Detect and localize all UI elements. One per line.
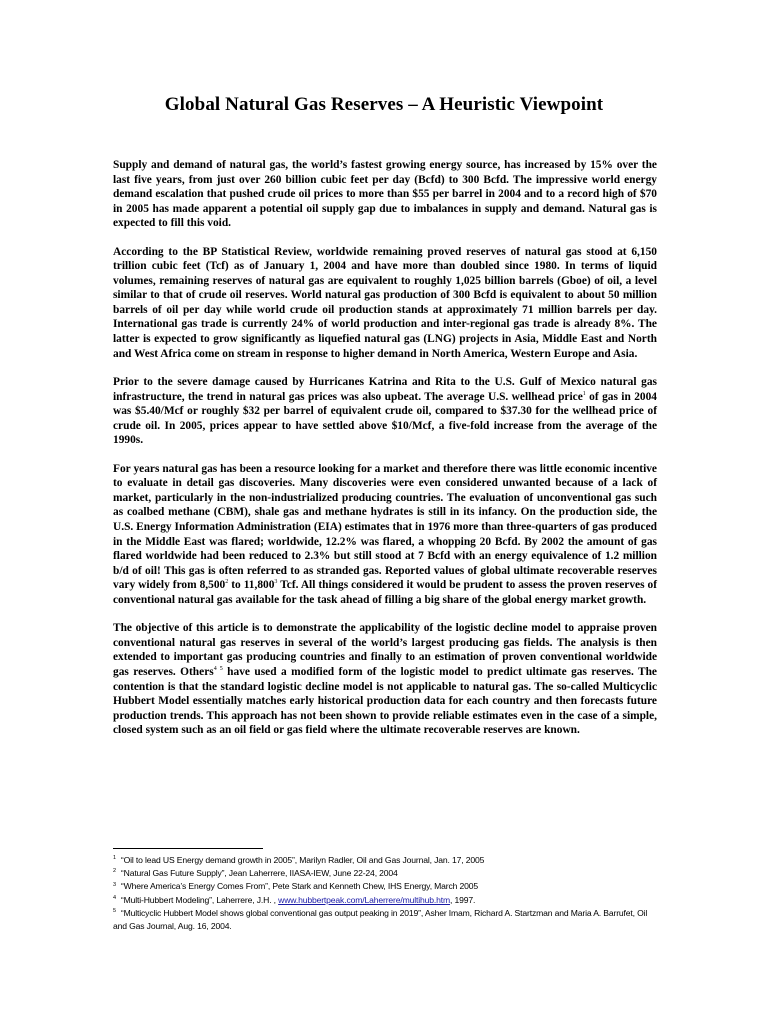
paragraph-1: Supply and demand of natural gas, the world’s fastest growing energy source, has increased by 15% over the last five years, from just over 260 billion cubic feet per day (Bcfd) to 300 Bcfd. The impressive world energy demand escalation that pushed crude oil prices to more than $55 per barrel in 2004 and to a record high of $70 in 2005 has made apparent a potential oil supply gap due to imbalances in supply and demand. Natural gas is expected to fill this void. [113, 159, 657, 230]
footnote-text-post: , 1997. [450, 894, 476, 905]
footnote-number: 5 [113, 907, 116, 914]
paragraph-2: According to the BP Statistical Review, worldwide remaining proved reserves of natural gas stood at 6,150 trillion cubic feet (Tcf) as of January 1, 2004 and have more than doubled since 1980. In terms of liquid volumes, remaining reserves of natural gas are equivalent to roughly 1,025 billion barrels (Gboe) of oil, a level similar to that of crude oil reserves. World natural gas production of 300 Bcfd is equivalent to about 50 million barrels of oil per day while world crude oil production stands at approximately 71 million barrels per day. International gas trade is currently 24% of world production and inter-regional gas trade is already 8%. The latter is expected to grow significantly as liquefied natural gas (LNG) projects in Asia, Middle East and North and West Africa come on stream in response to higher demand in North America, Western Europe and Asia. [113, 245, 657, 360]
paragraph-5-text-a: The objective of this article is to demonstrate the applicability of the logistic decline model to appraise proven conventional natural gas reserves in several of the world’s largest producing gas fields. The analysis is then extended to important gas producing countries and finally to an estimation of proven conventional worldwide gas reserves. Others [113, 622, 657, 678]
footnote-text: “Natural Gas Future Supply”, Jean Laherrere, IIASA-IEW, June 22-24, 2004 [120, 868, 398, 879]
page-title: Global Natural Gas Reserves – A Heuristic Viewpoint [164, 94, 604, 115]
footnote-ref-4-5: 4 5 [213, 666, 223, 673]
paragraph-3-text-a: Prior to the severe damage caused by Hurricanes Katrina and Rita to the U.S. Gulf of Mexico natural gas infrastructure, the trend in natural gas prices was also upbeat. The average U.S. wellhead price [113, 376, 657, 403]
footnote-4 [113, 894, 657, 907]
paragraph-3 [113, 375, 657, 448]
footnote-text: “Multicyclic Hubbert Model shows global conventional gas output peaking in 2019”, Asher Imam, Richard A. Startzman and Maria A. Barrufet, Oil and Gas Journal, Aug. 16, 2004. [113, 907, 648, 932]
footnotes [113, 854, 657, 933]
paragraph-4-text-b: to 11,800 [228, 579, 275, 592]
footnote-1 [113, 854, 657, 867]
footnote-3 [113, 880, 657, 893]
footnote-divider [113, 848, 263, 849]
footnote-text: “Oil to lead US Energy demand growth in 2005”, Marilyn Radler, Oil and Gas Journal, Jan. 17, 2005 [120, 855, 485, 865]
footnote-text: “Where America’s Energy Comes From”, Pete Stark and Kenneth Chew, IHS Energy, March 2005 [120, 881, 479, 892]
footnote-text-pre: “Multi-Hubbert Modeling”, Laherrere, J.H. , [120, 894, 279, 905]
paragraph-5 [113, 621, 657, 737]
paragraph-4 [113, 462, 657, 607]
footnote-ref-1: 1 [582, 390, 586, 397]
footnote-number: 3 [113, 881, 116, 888]
footnote-link[interactable]: www.hubbertpeak.com/Laherrere/multihub.htm [278, 894, 451, 905]
paragraph-5-text-b: have used a modified form of the logistic model to predict ultimate gas reserves. The contention is that the standard logistic decline model is not applicable to natural gas. The so-called Multicyclic Hubbert Model essentially matches early historical production data for each country and then forecasts future production trends. This approach has not been shown to provide reliable estimates even in the case of a simple, closed system such as an oil field or gas field where the ultimate recoverable reserves are known. [113, 665, 657, 737]
paragraph-3-text-b: of gas in 2004 was $5.40/Mcf or roughly $32 per barrel of equivalent crude oil, compared to $37.30 for the wellhead price of crude oil. In 2005, prices appear to have settled above $10/Mcf, a five-fold increase from the average of the 1990s. [113, 390, 657, 447]
footnote-number: 2 [113, 868, 116, 875]
article-body [113, 158, 657, 752]
footnote-ref-3: 3 [274, 579, 278, 586]
footnote-2 [113, 867, 657, 880]
paragraph-4-text-a: For years natural gas has been a resource looking for a market and therefore there was little economic incentive to evaluate in detail gas discoveries. Many discoveries were even considered unwanted because of a lack of market, particularly in the non-industrialized producing countries. The evaluation of unconventional gas such as coalbed methane (CBM), shale gas and methane hydrates is still in its infancy. On the production side, the U.S. Energy Information Administration (EIA) estimates that in 1976 more than three-quarters of gas produced in the Middle East was flared; worldwide, 12.2% was flared, a whopping 20 Bcfd. By 2002 the amount of gas flared worldwide had been reduced to 2.3% but still stood at 7 Bcfd with an energy equivalence of 1.2 million b/d of oil! This gas is often referred to as stranded gas. Reported values of global ultimate recoverable reserves vary widely from 8,500 [113, 462, 657, 592]
footnote-number: 4 [113, 894, 116, 901]
paragraph-4-text-c: Tcf. All things considered it would be prudent to assess the proven reserves of conventional natural gas available for the task ahead of filling a big share of the global energy market growth. [113, 579, 657, 606]
footnote-ref-2: 2 [225, 579, 229, 586]
footnote-number: 1 [113, 855, 116, 862]
footnote-5 [113, 907, 657, 933]
